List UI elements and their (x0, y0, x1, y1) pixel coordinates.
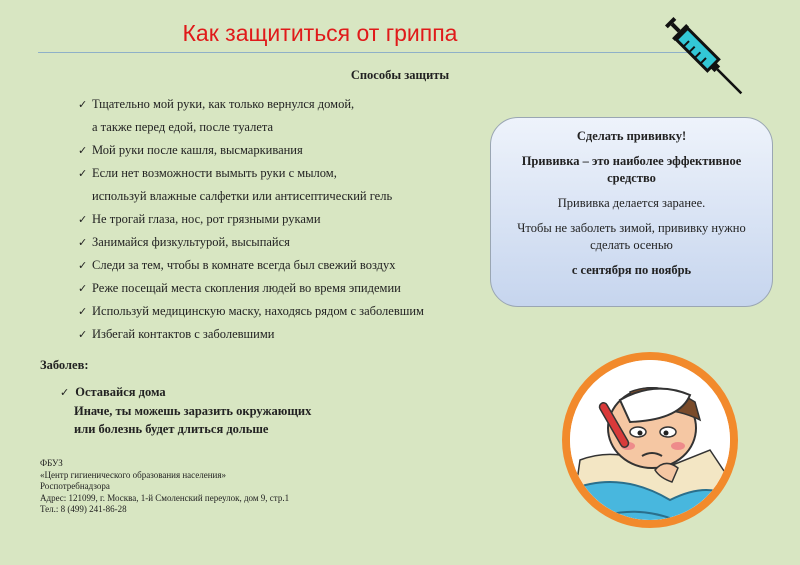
list-item: ✓ Реже посещай места скопления людей во время эпидемии (78, 277, 478, 300)
methods-list (78, 93, 478, 346)
list-item: ✓ Избегай контактов с заболевшими (78, 323, 478, 346)
methods-heading: Способы защиты (350, 68, 450, 82)
callout-period: с сентября по ноябрь (571, 263, 692, 277)
footer-contacts: ФБУЗ «Центр гигиенического образования населения» Роспотребнадзора Адрес: 121099, г. Москва, 1-й Смоленский переулок, дом 9, стр.1 Тел.: 8 (499) 241-86-28 (40, 458, 290, 514)
list-item: ✓ Занимайся физкультурой, высыпайся (78, 231, 478, 254)
sick-advice: ✓ Оставайся дома Иначе, ты можешь заразить окружающих или болезнь будет длиться дольше (60, 385, 312, 436)
page-title: Как защититься от гриппа (182, 20, 458, 46)
list-item: ✓ Мой руки после кашля, высмаркивания (78, 139, 478, 162)
list-item: ✓ Если нет возможности вымыть руки с мылом, используй влажные салфетки или антисептический гель (78, 162, 478, 208)
callout-heading: Сделать прививку! (576, 129, 687, 143)
sick-child-illustration (560, 350, 740, 530)
sick-label: Заболев: (40, 358, 89, 372)
list-item: ✓ Не трогай глаза, нос, рот грязными руками (78, 208, 478, 231)
list-item: ✓ Следи за тем, чтобы в комнате всегда был свежий воздух (78, 254, 478, 277)
title-divider (38, 52, 714, 53)
vaccination-callout (490, 117, 773, 307)
checkmark-icon: ✓ (60, 386, 70, 399)
callout-note-advance: Прививка делается заранее. (557, 196, 706, 210)
list-item: ✓ Тщательно мой руки, как только вернулся домой, а также перед едой, после туалета (78, 93, 478, 139)
callout-main: Прививка – это наиболее эффективное средство (521, 154, 742, 185)
syringe-icon (656, 8, 756, 108)
list-item: ✓ Используй медицинскую маску, находясь рядом с заболевшим (78, 300, 478, 323)
callout-note-autumn: Чтобы не заболеть зимой, прививку нужно сделать осенью (517, 221, 746, 252)
